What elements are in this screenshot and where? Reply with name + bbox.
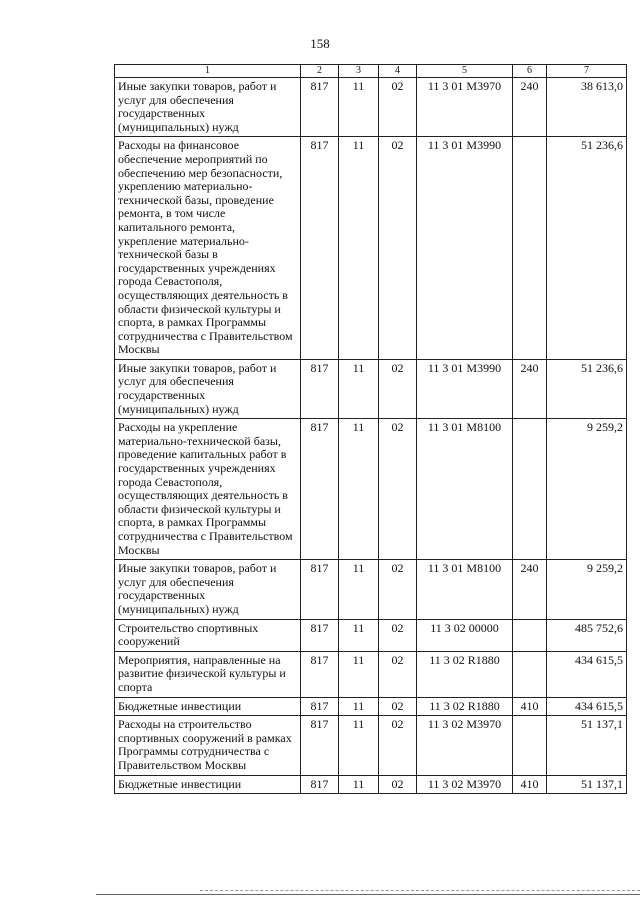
row-vr	[513, 651, 547, 697]
row-pr: 02	[379, 619, 417, 651]
row-rz: 11	[339, 419, 379, 560]
scan-edge-line	[200, 890, 640, 891]
table-row	[115, 137, 627, 360]
row-vr: 240	[513, 560, 547, 619]
column-header-1: 1	[115, 65, 301, 78]
row-name: Иные закупки товаров, работ и услуг для обеспечения государственных (муниципальных) нужд	[115, 78, 301, 137]
row-rz: 11	[339, 137, 379, 360]
row-pr: 02	[379, 775, 417, 794]
row-sum: 485 752,6	[547, 619, 627, 651]
row-gr: 817	[301, 419, 339, 560]
row-sum: 434 615,5	[547, 651, 627, 697]
row-gr: 817	[301, 697, 339, 716]
row-pr: 02	[379, 560, 417, 619]
column-header-4: 4	[379, 65, 417, 78]
page-number: 158	[310, 36, 330, 51]
column-header-7: 7	[547, 65, 627, 78]
header-row	[115, 65, 627, 78]
table-row	[115, 697, 627, 716]
row-vr: 240	[513, 359, 547, 418]
table-row	[115, 419, 627, 560]
row-csr: 11 3 02 00000	[417, 619, 513, 651]
table-row	[115, 716, 627, 775]
row-sum: 51 137,1	[547, 775, 627, 794]
row-vr	[513, 716, 547, 775]
row-name: Расходы на финансовое обеспечение мероприятий по обеспечению мер безопасности, укреплению материально-технической базы, проведение ремонта, в том числе капитального ремонта, укрепление материально-технической базы в государственных учреждениях города Севастополя, осуществляющих деятельность в области физической культуры и спорта, в рамках Программы сотрудничества с Правительством Москвы	[115, 137, 301, 360]
row-name: Расходы на строительство спортивных сооружений в рамках Программы сотрудничества с Правительством Москвы	[115, 716, 301, 775]
row-csr: 11 3 02 М3970	[417, 775, 513, 794]
row-rz: 11	[339, 716, 379, 775]
row-gr: 817	[301, 651, 339, 697]
row-pr: 02	[379, 651, 417, 697]
row-vr: 410	[513, 775, 547, 794]
row-rz: 11	[339, 697, 379, 716]
row-csr: 11 3 01 М3990	[417, 137, 513, 360]
row-rz: 11	[339, 775, 379, 794]
row-csr: 11 3 02 R1880	[417, 697, 513, 716]
table-row	[115, 775, 627, 794]
row-gr: 817	[301, 619, 339, 651]
row-sum: 51 137,1	[547, 716, 627, 775]
row-name: Строительство спортивных сооружений	[115, 619, 301, 651]
row-sum: 38 613,0	[547, 78, 627, 137]
column-header-3: 3	[339, 65, 379, 78]
row-sum: 51 236,6	[547, 359, 627, 418]
table-row	[115, 619, 627, 651]
row-gr: 817	[301, 560, 339, 619]
row-vr: 410	[513, 697, 547, 716]
table-row	[115, 651, 627, 697]
row-name: Иные закупки товаров, работ и услуг для обеспечения государственных (муниципальных) нужд	[115, 560, 301, 619]
page-bottom-border	[96, 894, 640, 895]
row-pr: 02	[379, 716, 417, 775]
row-name: Мероприятия, направленные на развитие физической культуры и спорта	[115, 651, 301, 697]
table-row	[115, 359, 627, 418]
row-gr: 817	[301, 137, 339, 360]
row-pr: 02	[379, 359, 417, 418]
table-row	[115, 560, 627, 619]
budget-table	[114, 64, 627, 794]
row-pr: 02	[379, 78, 417, 137]
row-rz: 11	[339, 619, 379, 651]
column-header-6: 6	[513, 65, 547, 78]
row-vr	[513, 619, 547, 651]
row-sum: 51 236,6	[547, 137, 627, 360]
row-csr: 11 3 01 М3970	[417, 78, 513, 137]
row-sum: 9 259,2	[547, 419, 627, 560]
table-row	[115, 78, 627, 137]
row-csr: 11 3 02 М3970	[417, 716, 513, 775]
row-vr: 240	[513, 78, 547, 137]
row-gr: 817	[301, 716, 339, 775]
row-pr: 02	[379, 419, 417, 560]
row-pr: 02	[379, 697, 417, 716]
row-name: Иные закупки товаров, работ и услуг для обеспечения государственных (муниципальных) нужд	[115, 359, 301, 418]
row-rz: 11	[339, 651, 379, 697]
row-rz: 11	[339, 560, 379, 619]
row-vr	[513, 419, 547, 560]
row-csr: 11 3 01 М8100	[417, 419, 513, 560]
row-gr: 817	[301, 775, 339, 794]
row-csr: 11 3 01 М8100	[417, 560, 513, 619]
row-name: Расходы на укрепление материально-технической базы, проведение капитальных работ в государственных учреждениях города Севастополя, осуществляющих деятельность в области физической культуры и спорта, в рамках Программы сотрудничества с Правительством Москвы	[115, 419, 301, 560]
row-name: Бюджетные инвестиции	[115, 697, 301, 716]
row-csr: 11 3 01 М3990	[417, 359, 513, 418]
row-csr: 11 3 02 R1880	[417, 651, 513, 697]
row-name: Бюджетные инвестиции	[115, 775, 301, 794]
row-pr: 02	[379, 137, 417, 360]
row-gr: 817	[301, 359, 339, 418]
row-vr	[513, 137, 547, 360]
row-rz: 11	[339, 78, 379, 137]
column-header-2: 2	[301, 65, 339, 78]
row-gr: 817	[301, 78, 339, 137]
row-sum: 9 259,2	[547, 560, 627, 619]
column-header-5: 5	[417, 65, 513, 78]
row-sum: 434 615,5	[547, 697, 627, 716]
row-rz: 11	[339, 359, 379, 418]
